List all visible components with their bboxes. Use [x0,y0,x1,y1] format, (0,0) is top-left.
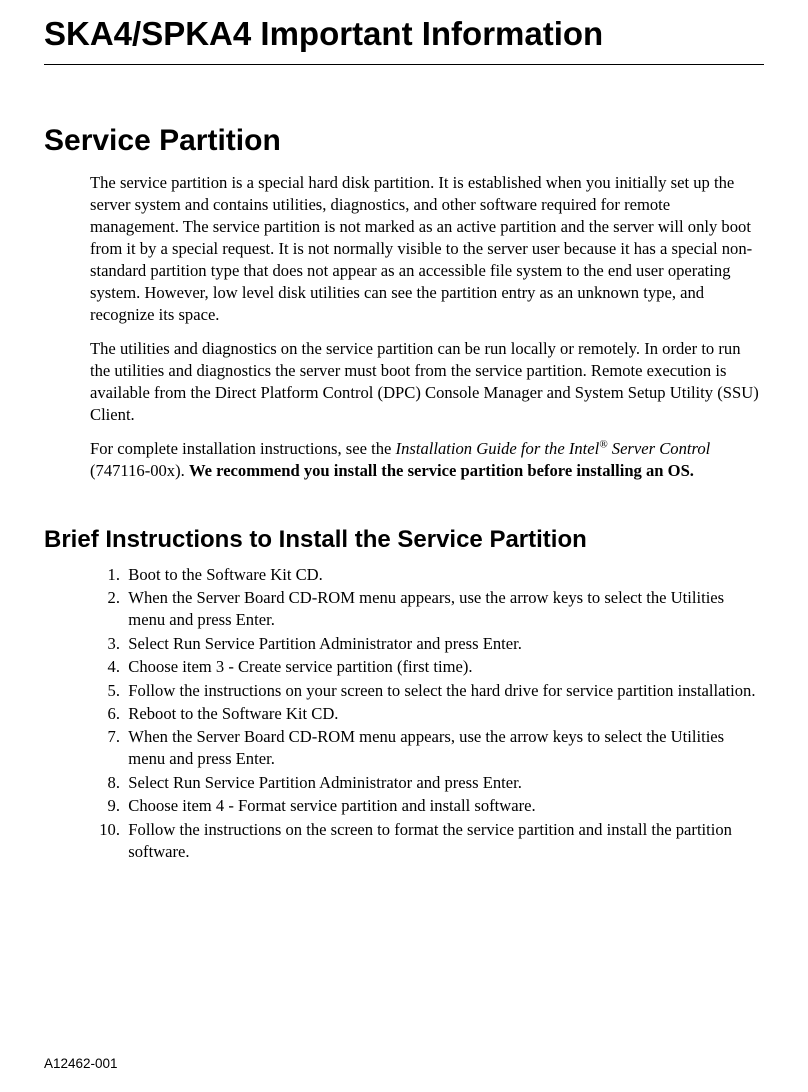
guide-title: Installation Guide for the Intel® Server Control [395,438,711,458]
step-item: 8. Select Run Service Partition Administrator and press Enter. [107,772,522,792]
section-title-brief-instructions: Brief Instructions to Install the Service Partition [44,526,587,553]
step-item: 9. Choose item 4 - Format service partition and install software. [107,796,536,816]
step-item: 3. Select Run Service Partition Administrator and press Enter. [107,633,522,653]
paragraph-utilities-diagnostics: The utilities and diagnostics on the service partition can be run locally or remotely. In order to run the utilities and diagnostics the server must boot from the service partition. Remote execution is available from the Direct Platform Control (DPC) Console Manager and System Setup Utility (SSU) Client. [90,339,759,424]
page-header [44,14,764,65]
paragraph-service-partition-description: The service partition is a special hard disk partition. It is established when you initially set up the server system and contains utilities, diagnostics, and other software required for remote management. The service partition is not marked as an active partition and the server will only boot from it by a special request. It is not normally visible to the server user because it has a special non-standard partition type that does not appear as an accessible file system to the end user operating system. However, low level disk utilities can see the partition entry as an unknown type, and recognize its space. [90,173,753,324]
reference-lead-text: For complete installation instructions, see the [90,439,396,458]
recommendation-text: We recommend you install the service partition before installing an OS. [188,461,694,480]
step-item: 4. Choose item 3 - Create service partition (first time). [107,657,473,677]
registered-mark: ® [599,438,608,451]
step-item: 6. Reboot to the Software Kit CD. [107,703,339,723]
step-item: 5. Follow the instructions on your screen to select the hard drive for service partition installation. [107,680,756,700]
section-title-service-partition: Service Partition [44,124,281,157]
footer-document-number: A12462-001 [44,1056,118,1071]
document-title: SKA4/SPKA4 Important Information [44,15,604,52]
paragraph-installation-reference [90,438,762,482]
step-item: 2. When the Server Board CD-ROM menu appears, use the arrow keys to select the Utilities menu and press Enter. [107,588,725,630]
section-body-service-partition [90,172,762,494]
part-number: (747116-00x). [90,461,189,480]
step-item: 10. Follow the instructions on the screen to format the service partition and install the partition software. [99,819,732,861]
step-item: 1. Boot to the Software Kit CD. [107,565,323,584]
instruction-steps-list [88,564,764,864]
step-item: 7. When the Server Board CD-ROM menu appears, use the arrow keys to select the Utilities menu and press Enter. [107,727,725,769]
